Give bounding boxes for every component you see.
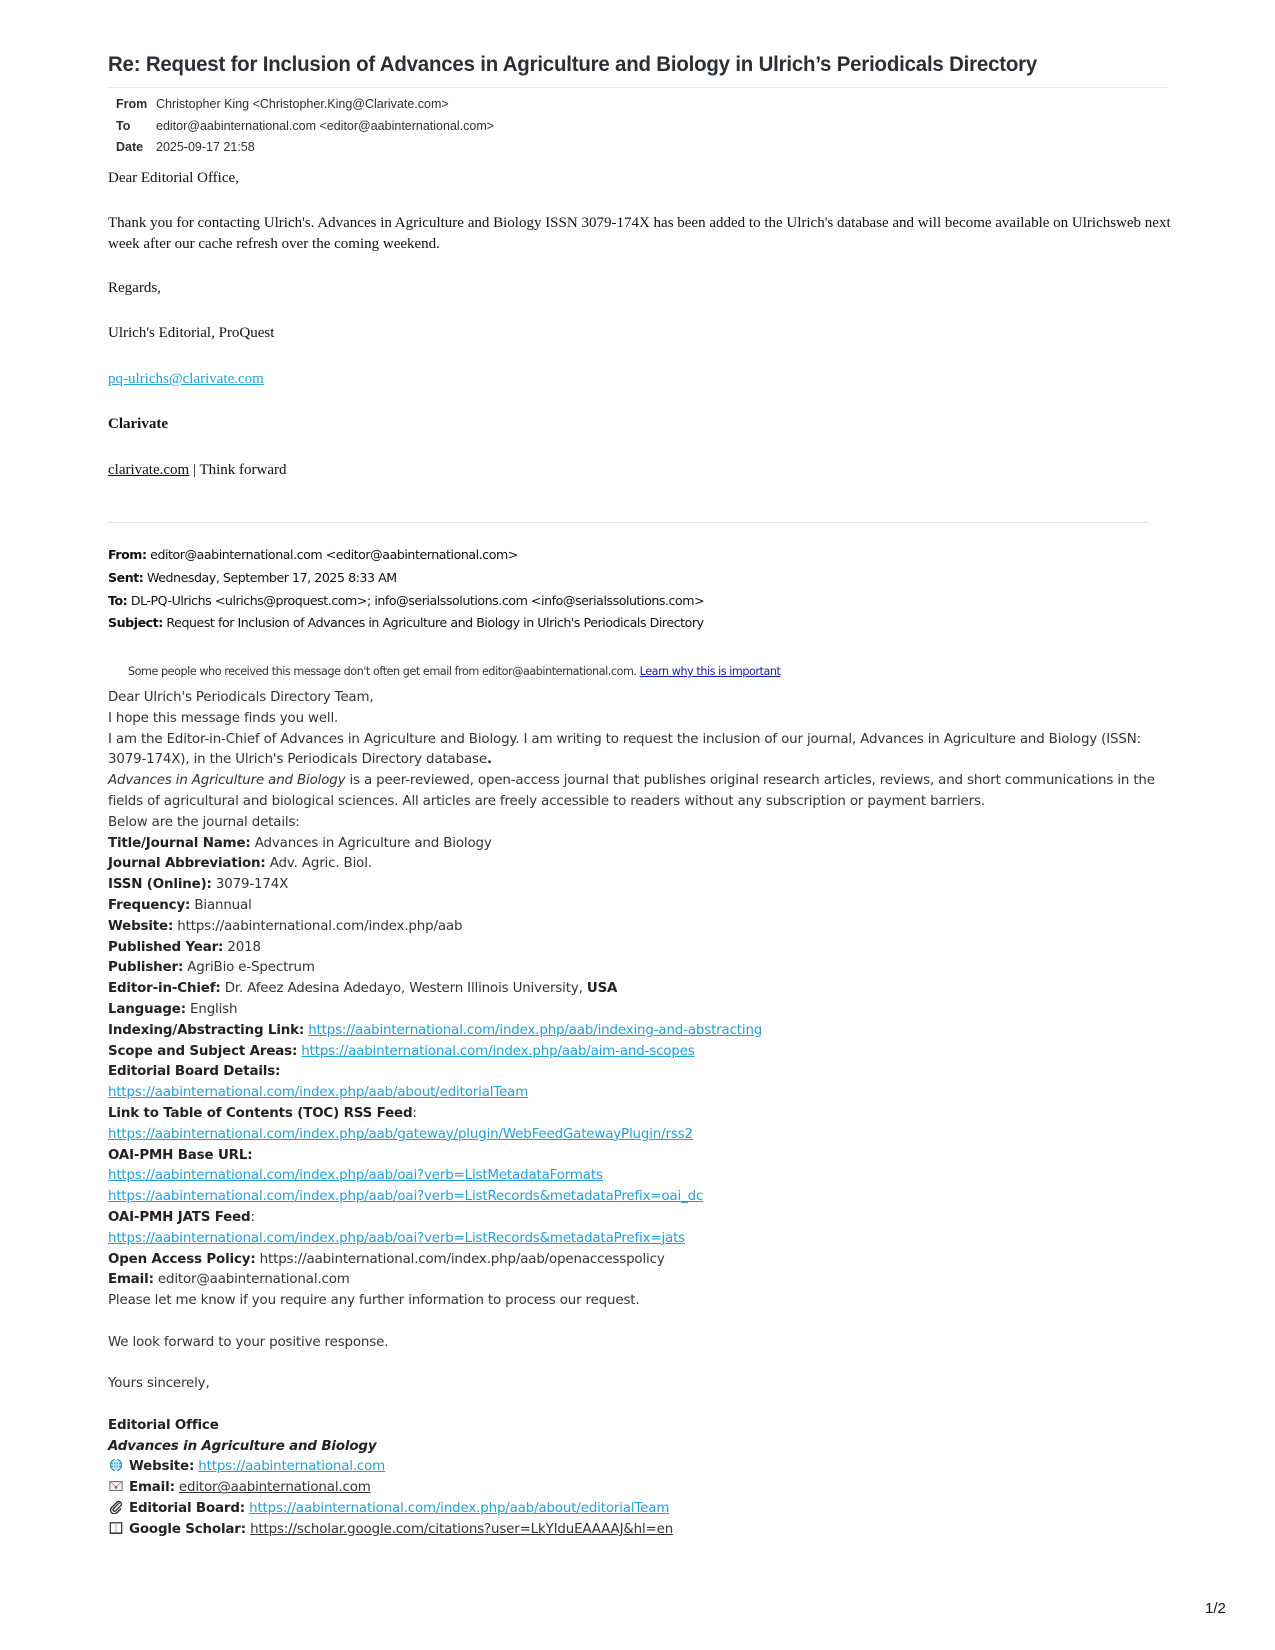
- meta-value: 2025-09-17 21:58: [156, 140, 255, 154]
- paperclip-icon: [108, 1500, 124, 1514]
- globe-icon: [108, 1458, 124, 1472]
- fwd-to: [108, 590, 704, 613]
- fwd-please: Please let me know if you require any further information to process our request.: [108, 1293, 640, 1309]
- sig-website: [108, 1457, 1168, 1478]
- detail-label: Editorial Board Details:: [108, 1064, 281, 1080]
- detail-label: Email:: [108, 1272, 154, 1288]
- detail-label: ISSN (Online):: [108, 877, 212, 893]
- detail-label: Title/Journal Name:: [108, 835, 251, 851]
- detail-label: Indexing/Abstracting Link:: [108, 1022, 305, 1038]
- forwarded-header: [108, 544, 704, 635]
- sig-website-link[interactable]: https://aabinternational.com: [198, 1459, 386, 1475]
- detail-issn: [108, 875, 1168, 896]
- sig-label: Email:: [129, 1480, 175, 1496]
- reply-meta: [108, 94, 494, 159]
- details-intro: Below are the journal details:: [108, 814, 300, 830]
- oai-list-records-link[interactable]: https://aabinternational.com/index.php/aab/oai?verb=ListRecords&metadataPrefix=oai_dc: [108, 1189, 704, 1205]
- detail-scope: [108, 1042, 1168, 1063]
- detail-jats-url: [108, 1229, 1168, 1250]
- company-link[interactable]: clarivate.com: [108, 462, 190, 478]
- indexing-link[interactable]: https://aabinternational.com/index.php/aab/indexing-and-abstracting: [308, 1022, 763, 1038]
- fwd-sent: [108, 567, 704, 590]
- sig-office-text: Editorial Office: [108, 1417, 219, 1433]
- reply-tagline-row: [108, 462, 287, 479]
- meta-label: From: [116, 97, 148, 111]
- toc-rss-link[interactable]: https://aabinternational.com/index.php/aab/gateway/plugin/WebFeedGatewayPlugin/rss2: [108, 1126, 693, 1142]
- book-icon: [108, 1521, 124, 1535]
- detail-board-label: [108, 1062, 1168, 1083]
- detail-value: Adv. Agric. Biol.: [269, 856, 372, 872]
- sig-google-scholar: [108, 1520, 1168, 1541]
- intro-period: .: [486, 752, 492, 768]
- detail-year: [108, 938, 1168, 959]
- fwd-label: Subject:: [108, 615, 163, 631]
- external-sender-notice: [128, 665, 780, 678]
- spacer: [108, 1312, 1168, 1333]
- detail-publisher: [108, 958, 1168, 979]
- sig-email-link[interactable]: editor@aabinternational.com: [178, 1480, 371, 1496]
- sig-board-link[interactable]: https://aabinternational.com/index.php/aab/about/editorialTeam: [249, 1501, 670, 1517]
- sig-journal-text: Advances in Agriculture and Biology: [108, 1438, 377, 1454]
- fwd-hope: I hope this message finds you well.: [108, 710, 339, 726]
- scope-link[interactable]: https://aabinternational.com/index.php/aab/aim-and-scopes: [301, 1043, 695, 1059]
- detail-title: [108, 834, 1168, 855]
- sig-editorial-board: [108, 1499, 1168, 1520]
- detail-label: Publisher:: [108, 960, 184, 976]
- fwd-description: [108, 771, 1168, 813]
- detail-label: Language:: [108, 1001, 186, 1017]
- detail-label: OAI-PMH JATS Feed: [108, 1209, 251, 1225]
- meta-value: editor@aabinternational.com <editor@aabinternational.com>: [156, 118, 495, 133]
- detail-value: 2018: [227, 939, 261, 955]
- detail-website: [108, 917, 1168, 938]
- sig-label: Website:: [129, 1459, 195, 1475]
- sig-journal: [108, 1437, 1168, 1458]
- detail-label: Open Access Policy:: [108, 1251, 256, 1267]
- signature-email-link[interactable]: pq-ulrichs@clarivate.com: [108, 371, 264, 387]
- detail-open-access: [108, 1250, 1168, 1271]
- meta-value: Christopher King <Christopher.King@Clarivate.com>: [156, 97, 449, 111]
- page-number: 1/2: [1205, 1600, 1226, 1617]
- detail-oai-url2: [108, 1187, 1168, 1208]
- detail-label: Journal Abbreviation:: [108, 856, 266, 872]
- reply-closing: Regards,: [108, 280, 161, 296]
- fwd-value: Wednesday, September 17, 2025 8:33 AM: [146, 569, 397, 585]
- fwd-subject: [108, 612, 704, 635]
- detail-email: [108, 1270, 1168, 1291]
- subject-divider: [108, 87, 1168, 88]
- detail-toc-url: [108, 1125, 1168, 1146]
- detail-value: https://aabinternational.com/index.php/aab/openaccesspolicy: [259, 1251, 665, 1267]
- fwd-greeting: Dear Ulrich's Periodicals Directory Team,: [108, 690, 374, 705]
- forwarded-body: [108, 688, 1168, 1541]
- detail-value: https://aabinternational.com/index.php/aab: [177, 918, 463, 934]
- detail-country: USA: [586, 981, 618, 997]
- detail-value: Dr. Afeez Adesina Adedayo, Western Illinois University,: [224, 981, 583, 997]
- sig-office: [108, 1416, 1168, 1437]
- fwd-look-forward: We look forward to your positive response.: [108, 1334, 389, 1350]
- spacer: [108, 1395, 1168, 1416]
- fwd-value: editor@aabinternational.com <editor@aabinternational.com>: [150, 547, 518, 562]
- detail-label: Published Year:: [108, 939, 224, 955]
- envelope-icon: [108, 1479, 124, 1493]
- meta-label: Date: [116, 140, 144, 154]
- detail-language: [108, 1000, 1168, 1021]
- fwd-label: From:: [108, 547, 147, 562]
- sig-label: Editorial Board:: [129, 1501, 245, 1517]
- detail-label: Editor-in-Chief:: [108, 981, 221, 997]
- jats-feed-link[interactable]: https://aabinternational.com/index.php/aab/oai?verb=ListRecords&metadataPrefix=jats: [108, 1230, 685, 1246]
- detail-indexing: [108, 1021, 1168, 1042]
- detail-value: English: [190, 1001, 238, 1017]
- detail-colon: :: [412, 1105, 417, 1121]
- detail-value: AgriBio e-Spectrum: [187, 960, 315, 976]
- reply-company: Clarivate: [108, 416, 168, 432]
- reply-signature-email: [108, 371, 264, 388]
- reply-greeting: Dear Editorial Office,: [108, 170, 239, 186]
- editorial-board-link[interactable]: https://aabinternational.com/index.php/aab/about/editorialTeam: [108, 1085, 529, 1101]
- journal-name-italic: Advances in Agriculture and Biology: [108, 773, 346, 789]
- detail-abbreviation: [108, 854, 1168, 875]
- sig-scholar-link[interactable]: https://scholar.google.com/citations?user=LkYIduEAAAAJ&hl=en: [250, 1521, 674, 1537]
- fwd-from: [108, 544, 704, 567]
- spacer: [108, 1354, 1168, 1375]
- detail-value: Advances in Agriculture and Biology: [254, 835, 492, 851]
- detail-editor-in-chief: [108, 979, 1168, 1000]
- detail-value: editor@aabinternational.com: [157, 1272, 350, 1288]
- meta-date: [108, 137, 494, 159]
- fwd-label: To:: [108, 592, 128, 608]
- fwd-value: Request for Inclusion of Advances in Agriculture and Biology in Ulrich's Periodicals Directory: [166, 615, 704, 631]
- description-text: is a peer-reviewed, open-access journal that publishes original research articles, reviews, and short communications in the fields of agricultural and biological sciences. All articles are freely accessible to readers without any subscription or payment barriers.: [108, 773, 1155, 809]
- sig-email: [108, 1478, 1168, 1499]
- thread-divider: [108, 522, 1148, 523]
- reply-signature-name: Ulrich's Editorial, ProQuest: [108, 325, 275, 341]
- oai-metadata-formats-link[interactable]: https://aabinternational.com/index.php/aab/oai?verb=ListMetadataFormats: [108, 1168, 603, 1184]
- meta-label: To: [116, 118, 131, 133]
- detail-board-url: [108, 1083, 1168, 1104]
- detail-oai-label: [108, 1146, 1168, 1167]
- detail-label: Frequency:: [108, 897, 191, 913]
- detail-label: Website:: [108, 918, 174, 934]
- notice-text: Some people who received this message don't often get email from editor@aabinternational.com.: [128, 665, 637, 678]
- detail-label: Scope and Subject Areas:: [108, 1043, 298, 1059]
- fwd-intro: [108, 730, 1168, 772]
- learn-why-link[interactable]: Learn why this is important: [639, 665, 781, 678]
- detail-label: OAI-PMH Base URL:: [108, 1147, 253, 1163]
- intro-text: I am the Editor-in-Chief of Advances in Agriculture and Biology. I am writing to request the inclusion of our journal, Advances in Agriculture and Biology (ISSN: 3079-174X), in the Ulrich's Periodicals Directory database: [108, 731, 1141, 768]
- detail-value: Biannual: [194, 897, 252, 913]
- detail-oai-url1: [108, 1166, 1168, 1187]
- tagline: Think forward: [199, 462, 287, 478]
- fwd-label: Sent:: [108, 569, 144, 585]
- detail-label: Link to Table of Contents (TOC) RSS Feed: [108, 1105, 413, 1121]
- reply-paragraph: Thank you for contacting Ulrich's. Advances in Agriculture and Biology ISSN 3079-174X has been added to the Ulrich's database and will become available on Ulrichsweb next week after our cache refresh over the coming weekend.: [108, 215, 1171, 252]
- detail-jats-label: [108, 1208, 1168, 1229]
- meta-from: [108, 94, 494, 116]
- detail-frequency: [108, 896, 1168, 917]
- fwd-closing: Yours sincerely,: [108, 1376, 210, 1392]
- detail-toc-label: [108, 1104, 1168, 1125]
- detail-colon: :: [250, 1209, 255, 1225]
- email-subject: Re: Request for Inclusion of Advances in Agriculture and Biology in Ulrich’s Periodicals Directory: [108, 52, 1038, 76]
- separator: |: [192, 462, 196, 478]
- meta-to: [108, 116, 494, 138]
- sig-label: Google Scholar:: [129, 1521, 246, 1537]
- detail-value: 3079-174X: [215, 877, 289, 893]
- fwd-value: DL-PQ-Ulrichs <ulrichs@proquest.com>; info@serialssolutions.com <info@serialssolutions.com>: [130, 592, 705, 608]
